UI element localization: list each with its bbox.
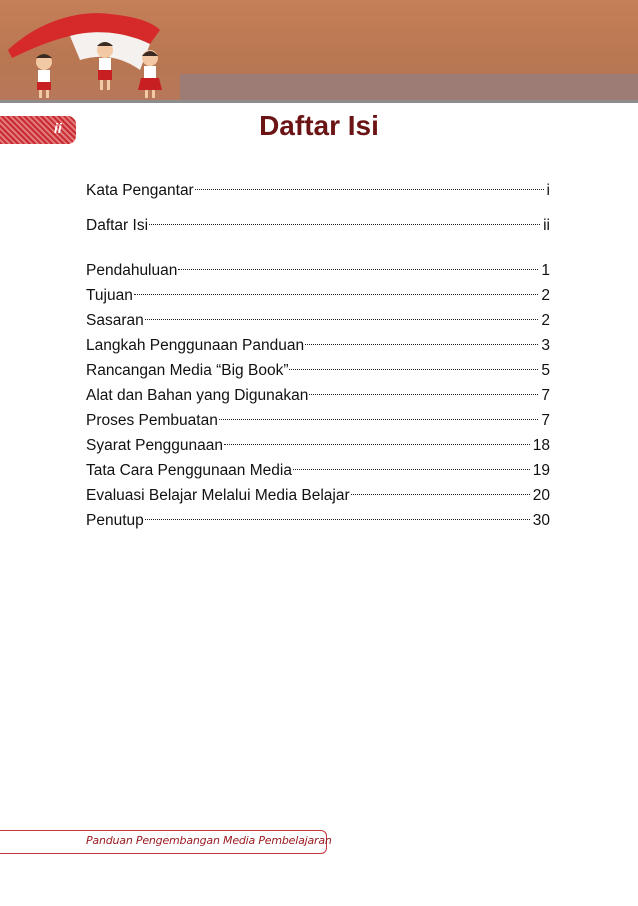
toc-entry-page: 30 [532, 512, 550, 529]
toc-entry-label: Evaluasi Belajar Melalui Media Belajar [86, 487, 350, 504]
toc-entry-page: 5 [541, 362, 550, 379]
toc-entry-label: Langkah Penggunaan Panduan [86, 337, 305, 354]
toc-entry-label: Rancangan Media “Big Book” [86, 362, 289, 379]
toc-entry-page: 19 [532, 462, 550, 479]
toc-leader-dots [145, 519, 530, 520]
toc-entry-page: 2 [541, 287, 550, 304]
toc-entry-label: Penutup [86, 512, 144, 529]
toc-entry-label: Pendahuluan [86, 262, 178, 279]
toc-entry-proses-pembuatan[interactable] [86, 408, 550, 433]
page-title-text: Daftar Isi [259, 110, 379, 141]
toc-entry-kata-pengantar[interactable] [86, 178, 550, 203]
toc-entry-page: i [546, 182, 550, 199]
toc-leader-dots [305, 344, 538, 345]
toc-entry-page: ii [543, 217, 550, 234]
toc-entry-label: Syarat Penggunaan [86, 437, 224, 454]
toc-entry-label: Daftar Isi [86, 217, 149, 234]
toc-entry-alat-bahan[interactable] [86, 383, 550, 408]
header-shade [180, 74, 638, 102]
toc-entry-tata-cara[interactable] [86, 458, 550, 483]
toc-leader-dots [134, 294, 539, 295]
toc-entry-penutup[interactable] [86, 508, 550, 533]
page-number: ii [54, 120, 62, 136]
toc-entry-langkah-penggunaan[interactable] [86, 333, 550, 358]
toc-leader-dots [293, 469, 530, 470]
toc-entry-page: 3 [541, 337, 550, 354]
toc-leader-dots [149, 224, 540, 225]
toc-entry-rancangan-media[interactable] [86, 358, 550, 383]
toc-leader-dots [351, 494, 530, 495]
flag-children-illustration [0, 0, 190, 102]
toc-entry-page: 7 [541, 412, 550, 429]
table-of-contents [86, 178, 550, 533]
toc-entry-page: 20 [532, 487, 550, 504]
toc-entry-pendahuluan[interactable] [86, 258, 550, 283]
toc-leader-dots [289, 369, 538, 370]
toc-entry-page: 7 [541, 387, 550, 404]
toc-entry-page: 1 [541, 262, 550, 279]
toc-leader-dots [145, 319, 539, 320]
toc-entry-tujuan[interactable] [86, 283, 550, 308]
toc-leader-dots [224, 444, 530, 445]
toc-entry-label: Kata Pengantar [86, 182, 194, 199]
toc-leader-dots [309, 394, 538, 395]
footer-text: Panduan Pengembangan Media Pembelajaran [86, 834, 332, 847]
toc-entry-label: Proses Pembuatan [86, 412, 218, 429]
toc-entry-daftar-isi[interactable] [86, 213, 550, 238]
toc-leader-dots [178, 269, 538, 270]
toc-entry-label: Tujuan [86, 287, 133, 304]
toc-entry-evaluasi-belajar[interactable] [86, 483, 550, 508]
toc-entry-syarat-penggunaan[interactable] [86, 433, 550, 458]
toc-entry-page: 18 [532, 437, 550, 454]
toc-entry-sasaran[interactable] [86, 308, 550, 333]
toc-entry-label: Alat dan Bahan yang Digunakan [86, 387, 309, 404]
toc-entry-label: Tata Cara Penggunaan Media [86, 462, 292, 479]
toc-entry-page: 2 [541, 312, 550, 329]
toc-entry-label: Sasaran [86, 312, 144, 329]
toc-leader-dots [195, 189, 544, 190]
page-title [0, 110, 638, 142]
toc-leader-dots [219, 419, 539, 420]
